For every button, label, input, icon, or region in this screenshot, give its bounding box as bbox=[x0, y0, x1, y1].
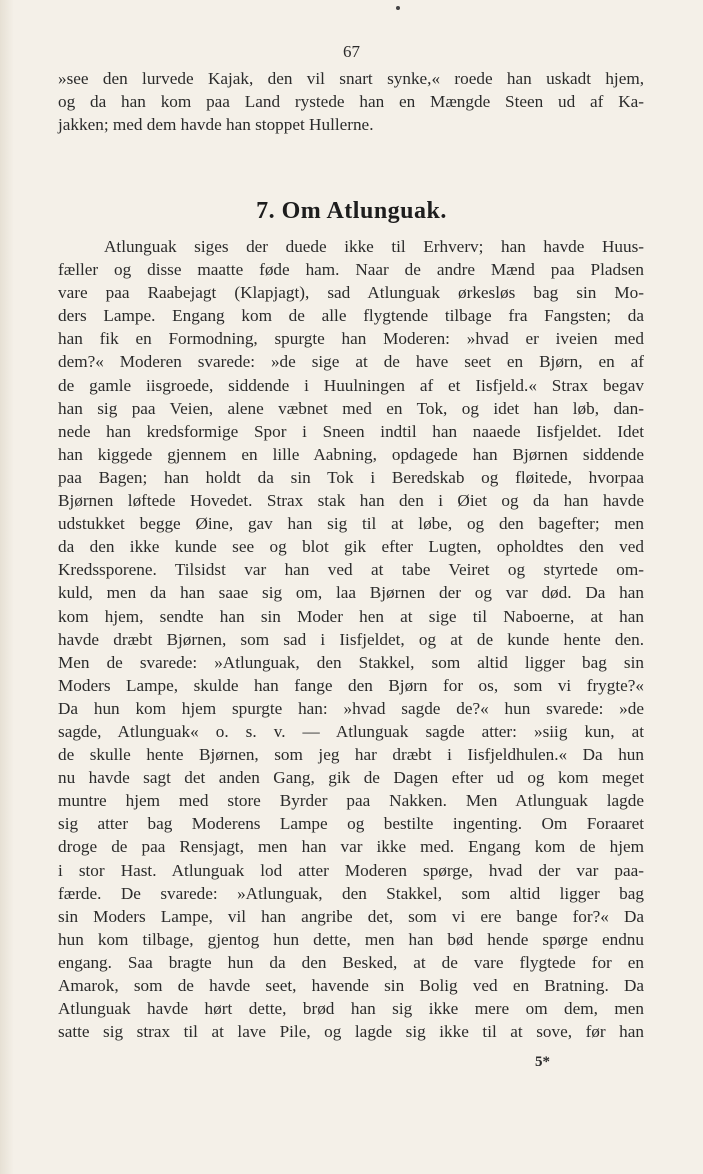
page-number: 67 bbox=[343, 42, 360, 61]
text-line: Bjørnen løftede Hovedet. Strax stak han den i Øiet og da han havde bbox=[58, 491, 644, 511]
text-line: han fik en Formodning, spurgte han Moderen: »hvad er iveien med bbox=[58, 329, 644, 349]
text-line: han kiggede gjennem en lille Aabning, opdagede han Bjørnen siddende bbox=[58, 444, 644, 464]
text-line: fæller og disse maatte føde ham. Naar de andre Mænd paa Pladsen bbox=[58, 260, 644, 280]
text-line: ders Lampe. Engang kom de alle flygtende tilbage fra Fangsten; da bbox=[58, 306, 644, 326]
text-line: Kredssporene. Tilsidst var han ved at tabe Veiret og styrtede om- bbox=[58, 560, 644, 580]
text-line: sig atter bag Moderens Lampe og bestilte ingenting. Om Foraaret bbox=[58, 814, 644, 834]
text-line: Moders Lampe, skulde han fange den Bjørn for os, som vi frygte?« bbox=[58, 675, 644, 695]
signature-mark: 5* bbox=[535, 1054, 550, 1070]
text-line: jakken; med dem havde han stoppet Hullerne. bbox=[58, 115, 374, 135]
text-line: de gamle iisgroede, siddende i Huulningen af et Iisfjeld.« Strax begav bbox=[58, 375, 644, 395]
text-line: Da hun kom hjem spurgte han: »hvad sagde de?« hun svarede: »de bbox=[58, 698, 644, 718]
text-line: Men de svarede: »Atlunguak, den Stakkel, som altid ligger bag sin bbox=[58, 652, 644, 672]
text-line: Atlunguak siges der duede ikke til Erhverv; han havde Huus- bbox=[104, 237, 644, 256]
text-line: de skulle hente Bjørnen, som jeg har dræbt i Iisfjeldhulen.« Da hun bbox=[58, 745, 644, 765]
text-line: kuld, men da han saae sig om, laa Bjørnen der og var død. Da han bbox=[58, 583, 644, 603]
intro-paragraph bbox=[58, 67, 644, 136]
text-line: havde dræbt Bjørnen, som sad i Iisfjeldet, og at de kunde hente den. bbox=[58, 629, 644, 649]
page-edge-shadow bbox=[0, 0, 14, 1174]
text-line: han sig paa Veien, alene væbnet med en Tok, og idet han løb, dan- bbox=[58, 398, 644, 418]
text-line: dem?« Moderen svarede: »de sige at de have seet en Bjørn, en af bbox=[58, 352, 644, 372]
text-line: muntre hjem med store Byrder paa Nakken. Men Atlunguak lagde bbox=[58, 791, 644, 811]
text-line: »see den lurvede Kajak, den vil snart synke,« roede han uskadt hjem, bbox=[58, 69, 644, 88]
text-line: sagde, Atlunguak« o. s. v. — Atlunguak sagde atter: »siig kun, at bbox=[58, 721, 644, 741]
text-line: kom hjem, sendte han sin Moder hen at sige til Naboerne, at han bbox=[58, 606, 644, 626]
text-line: vare paa Raabejagt (Klapjagt), sad Atlunguak ørkesløs bag sin Mo- bbox=[58, 283, 644, 303]
text-line: nede han kredsformige Spor i Sneen indtil han naaede Iisfjeldet. Idet bbox=[58, 421, 644, 441]
text-line: satte sig strax til at lave Pile, og lagde sig ikke til at sove, før han bbox=[58, 1022, 644, 1042]
text-line: droge de paa Rensjagt, men han var ikke med. Engang kom de hjem bbox=[58, 837, 644, 857]
text-line: hun kom tilbage, gjentog hun dette, men han bød hende spørge endnu bbox=[58, 929, 644, 949]
body-paragraph bbox=[58, 235, 644, 1043]
text-line: Atlunguak havde hørt dette, brød han sig ikke mere om dem, men bbox=[58, 999, 644, 1019]
print-mark bbox=[396, 6, 400, 10]
text-line: sin Moders Lampe, vil han angribe det, som vi ere bange for?« Da bbox=[58, 906, 644, 926]
text-line: udstukket begge Øine, gav han sig til at løbe, og den bagefter; men bbox=[58, 514, 644, 534]
text-line: i stor Hast. Atlunguak lod atter Moderen spørge, hvad der var paa- bbox=[58, 860, 644, 880]
text-line: engang. Saa bragte hun da den Besked, at de vare flygtede for en bbox=[58, 952, 644, 972]
text-line: færde. De svarede: »Atlunguak, den Stakkel, som altid ligger bag bbox=[58, 883, 644, 903]
text-line: og da han kom paa Land rystede han en Mængde Steen ud af Ka- bbox=[58, 92, 644, 112]
text-line: paa Bagen; han holdt da sin Tok i Beredskab og fløitede, hvorpaa bbox=[58, 467, 644, 487]
chapter-heading: 7. Om Atlunguak. bbox=[256, 198, 447, 224]
text-line: nu havde sagt det anden Gang, gik de Dagen efter ud og kom meget bbox=[58, 768, 644, 788]
text-line: da den ikke kunde see og blot gik efter Lugten, opholdtes den ved bbox=[58, 537, 644, 557]
text-line: Amarok, som de havde seet, havende sin Bolig ved en Bratning. Da bbox=[58, 976, 644, 995]
